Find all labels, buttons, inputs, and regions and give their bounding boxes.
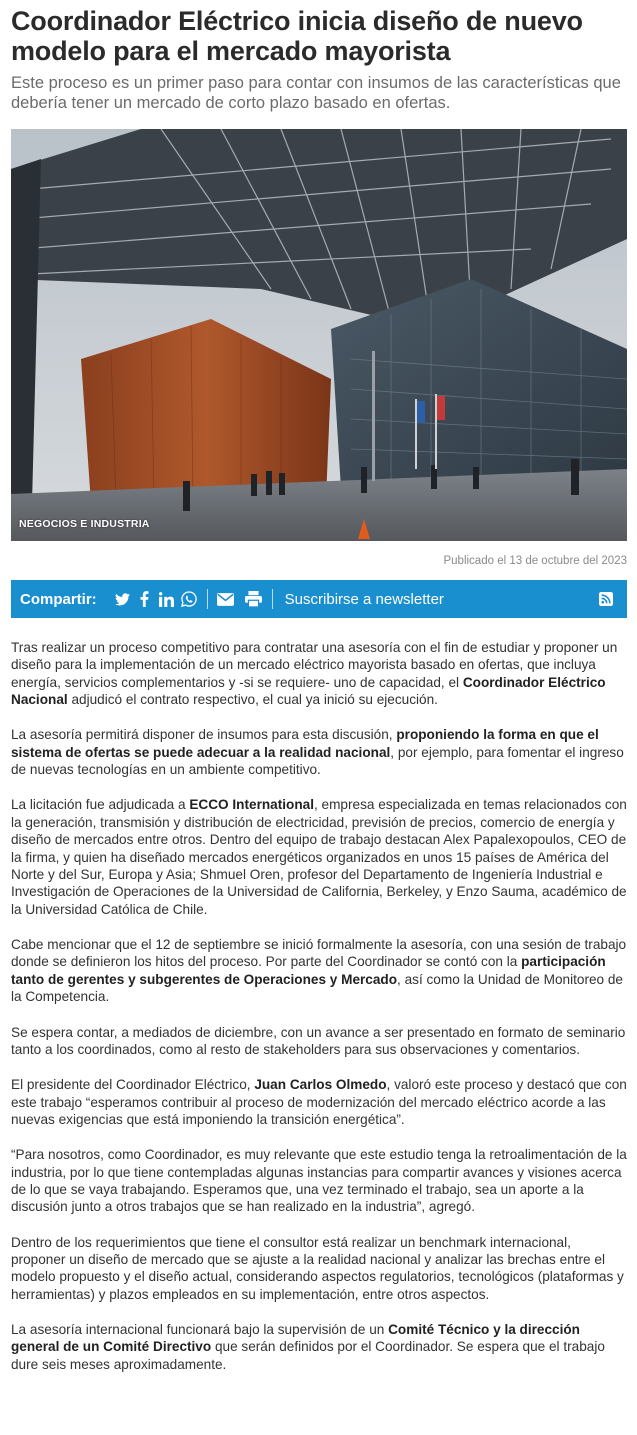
article-title: Coordinador Eléctrico inicia diseño de nuevo modelo para el mercado mayorista xyxy=(11,6,583,66)
text-run: La licitación fue adjudicada a xyxy=(11,797,190,813)
text-run: El presidente del Coordinador Eléctrico, xyxy=(11,1077,255,1093)
text-run: Cabe mencionar que el 12 de septiembre se inició formalmente la asesoría, con una sesión de trabajo donde se definieron los hitos del proceso. Por parte del Coordinador se contó con la xyxy=(11,937,627,970)
text-run: , por ejemplo, para fomentar el ingreso de nuevas tecnologías en un ambiente competitivo. xyxy=(11,744,624,778)
article-paragraph xyxy=(11,796,627,918)
building-photo xyxy=(11,129,627,541)
article-paragraph xyxy=(11,1076,627,1128)
share-divider xyxy=(272,589,273,609)
article-paragraph xyxy=(11,1321,627,1373)
print-icon[interactable] xyxy=(244,589,264,609)
article-subtitle: Este proceso es un primer paso para contar con insumos de las características que debería tener un mercado de corto plazo basado en ofertas. xyxy=(11,74,621,112)
mail-icon[interactable] xyxy=(216,589,236,609)
image-category-tag[interactable]: NEGOCIOS E INDUSTRIA xyxy=(19,518,150,530)
newsletter-link[interactable]: Suscribirse a newsletter xyxy=(284,590,444,608)
text-run: Tras realizar un proceso competitivo para contratar una asesoría con el fin de estudiar y proponer un diseño para la implementación de un mercado eléctrico mayorista basado en ofertas, que incluya energía, servicios complementarios y -si se requiere- uno de capacidad, el xyxy=(11,640,618,690)
share-bar xyxy=(11,580,627,618)
article-paragraph xyxy=(11,1234,627,1304)
text-run: que serán definidos por el Coordinador. Se espera que el trabajo dure seis meses aproximadamente. xyxy=(11,1339,605,1372)
text-run: Dentro de los requerimientos que tiene el consultor está realizar un benchmark internacional, proponer un diseño de mercado que se ajuste a la realidad nacional y analizar las brechas entre el modelo propuesto y el diseño actual, considerando aspectos regulatorios, tecnológicos (plataformas y herramientas) y plazos empleados en su implementación, entre otros aspectos. xyxy=(11,1234,624,1302)
text-run: , empresa especializada en temas relacionados con la generación, transmisión y distribución de electricidad, previsión de precios, comercio de energía y diseño de mercados entre otros. Dentro del equipo de trabajo destacan Alex Papalexopoulos, CEO de la firma, y quien ha diseñado mercados energéticos organizados en unos 15 países de América del Norte y del Sur, Europa y Asia; Shmuel Oren, profesor del Departamento de Ingeniería Industrial e Investigación de Operaciones de la Universidad de California, Berkeley, y Enzo Sauma, académico de la Universidad Católica de Chile. xyxy=(11,797,627,917)
article xyxy=(0,6,637,1373)
rss-icon[interactable] xyxy=(596,589,616,609)
bold-text: participación tanto de gerentes y subgerentes de Operaciones y Mercado xyxy=(11,954,606,987)
text-run: adjudicó el contrato respectivo, el cual ya inició su ejecución. xyxy=(67,692,438,708)
article-paragraph xyxy=(11,1146,627,1216)
article-body xyxy=(11,639,627,1373)
whatsapp-icon[interactable] xyxy=(179,589,199,609)
text-run: , así como la Unidad de Monitoreo de la Competencia. xyxy=(11,971,623,1005)
share-divider xyxy=(207,589,208,609)
linkedin-icon[interactable] xyxy=(157,589,177,609)
bold-text: proponiendo la forma en que el sistema de ofertas se puede adecuar a la realidad nacional xyxy=(11,727,599,760)
bold-text: ECCO International xyxy=(189,797,314,813)
share-label: Compartir: xyxy=(20,590,97,608)
bold-text: Comité Técnico y la dirección general de un Comité Directivo xyxy=(11,1321,580,1355)
article-paragraph xyxy=(11,936,627,1006)
article-paragraph xyxy=(11,639,627,709)
twitter-icon[interactable] xyxy=(113,589,133,609)
facebook-icon[interactable] xyxy=(135,589,155,609)
bold-text: Coordinador Eléctrico Nacional xyxy=(11,674,606,708)
text-run: , valoró este proceso y destacó que con este trabajo “esperamos contribuir al proceso de modernización del mercado eléctrico acorde a las nuevas exigencias que está imponiendo la transición energética”. xyxy=(11,1077,627,1127)
text-run: La asesoría permitirá disponer de insumos para esta discusión, xyxy=(11,727,397,743)
article-paragraph xyxy=(11,1024,627,1059)
text-run: “Para nosotros, como Coordinador, es muy relevante que este estudio tenga la retroalimentación de la industria, por lo que tiene contempladas algunas instancias para compartir avances y visiones acerca de lo que se vaya trabajando. Esperamos que, una vez terminado el trabajo, sea un aporte a la discusión junto a otros trabajos que se han realizado en la industria”, agregó. xyxy=(11,1147,627,1215)
publish-date: Publicado el 13 de octubre del 2023 xyxy=(443,555,627,567)
article-paragraph xyxy=(11,726,627,778)
text-run: Se espera contar, a mediados de diciembre, con un avance a ser presentado en formato de seminario tanto a los coordinados, como al resto de stakeholders para sus observaciones y comentarios. xyxy=(11,1024,626,1057)
text-run: La asesoría internacional funcionará bajo la supervisión de un xyxy=(11,1321,389,1337)
hero-image xyxy=(11,129,627,541)
bold-text: Juan Carlos Olmedo xyxy=(254,1077,387,1093)
